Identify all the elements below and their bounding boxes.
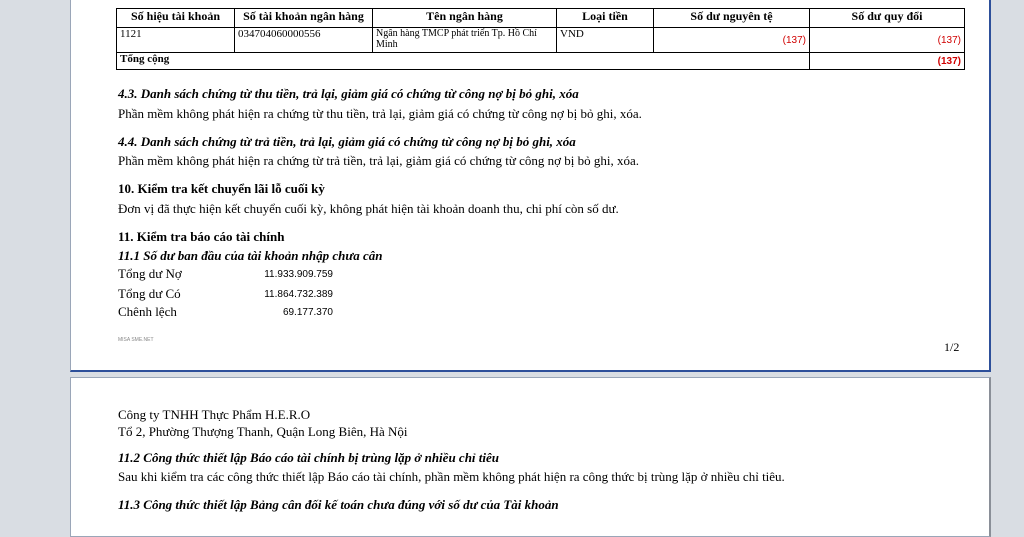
total-value: (137)	[810, 53, 965, 70]
line-value-debit: 11.933.909.759	[264, 269, 333, 280]
line-value-diff: 69.177.370	[282, 307, 333, 318]
company-address: Tổ 2, Phường Thượng Thanh, Quận Long Biên, Hà Nội	[118, 424, 408, 439]
cell-account: 1121	[117, 28, 235, 53]
section-4-4-title: 4.4. Danh sách chứng từ trả tiền, trả lại, giảm giá có chứng từ công nợ bị bỏ ghi, xóa	[118, 134, 576, 149]
cell-balance-conv: (137)	[810, 28, 965, 53]
bank-balance-table-wrap	[116, 8, 964, 70]
company-name: Công ty TNHH Thực Phẩm H.E.R.O	[118, 407, 311, 422]
footer-note: MISA SME.NET	[118, 337, 154, 343]
col-header-currency: Loại tiền	[557, 9, 654, 28]
report-page-2	[70, 377, 991, 537]
section-11-title: 11. Kiểm tra báo cáo tài chính	[118, 229, 285, 244]
table-header-row	[117, 9, 965, 28]
section-4-3-text: Phần mềm không phát hiện ra chứng từ thu tiền, trả lại, giảm giá có chứng từ công nợ bị bỏ ghi, xóa.	[118, 106, 642, 121]
section-10-text: Đơn vị đã thực hiện kết chuyển cuối kỳ, không phát hiện tài khoản doanh thu, chi phí còn số dư.	[118, 201, 619, 216]
col-header-bank-account: Số tài khoản ngân hàng	[235, 9, 373, 28]
line-value-credit: 11.864.732.389	[264, 289, 333, 300]
cell-bank-name: Ngân hàng TMCP phát triển Tp. Hồ Chí Minh	[373, 28, 557, 53]
page-number: 1/2	[944, 340, 960, 354]
col-header-balance-conv: Số dư quy đổi	[810, 9, 965, 28]
line-label-credit: Tổng dư Có	[118, 286, 181, 301]
bank-balance-table	[116, 8, 965, 70]
section-4-4-text: Phần mềm không phát hiện ra chứng từ trả tiền, trả lại, giảm giá có chứng từ công nợ bị bỏ ghi, xóa.	[118, 153, 639, 168]
cell-bank-account: 034704060000556	[235, 28, 373, 53]
table-total-row	[117, 53, 965, 70]
cell-currency: VND	[557, 28, 654, 53]
section-4-3-title: 4.3. Danh sách chứng từ thu tiền, trả lại, giảm giá có chứng từ công nợ bị bỏ ghi, xóa	[118, 86, 579, 101]
col-header-balance-orig: Số dư nguyên tệ	[654, 9, 810, 28]
cell-balance-orig: (137)	[654, 28, 810, 53]
line-label-debit: Tổng dư Nợ	[118, 266, 182, 281]
section-10-title: 10. Kiểm tra kết chuyển lãi lỗ cuối kỳ	[118, 181, 325, 196]
col-header-bank-name: Tên ngân hàng	[373, 9, 557, 28]
table-row	[117, 28, 965, 53]
total-label: Tổng cộng	[117, 53, 810, 70]
section-11-2-title: 11.2 Công thức thiết lập Báo cáo tài chính bị trùng lặp ở nhiều chỉ tiêu	[118, 450, 500, 465]
section-11-2-text: Sau khi kiểm tra các công thức thiết lập Báo cáo tài chính, phần mềm không phát hiện ra công thức bị trùng lặp ở nhiều chỉ tiêu.	[118, 469, 785, 484]
col-header-account: Số hiệu tài khoản	[117, 9, 235, 28]
section-11-3-title: 11.3 Công thức thiết lập Bảng cân đối kế toán chưa đúng với số dư của Tài khoản	[118, 497, 559, 512]
section-11-1-title: 11.1 Số dư ban đầu của tài khoản nhập chưa cân	[118, 248, 383, 263]
line-label-diff: Chênh lệch	[118, 304, 177, 319]
report-page-1	[70, 0, 991, 372]
